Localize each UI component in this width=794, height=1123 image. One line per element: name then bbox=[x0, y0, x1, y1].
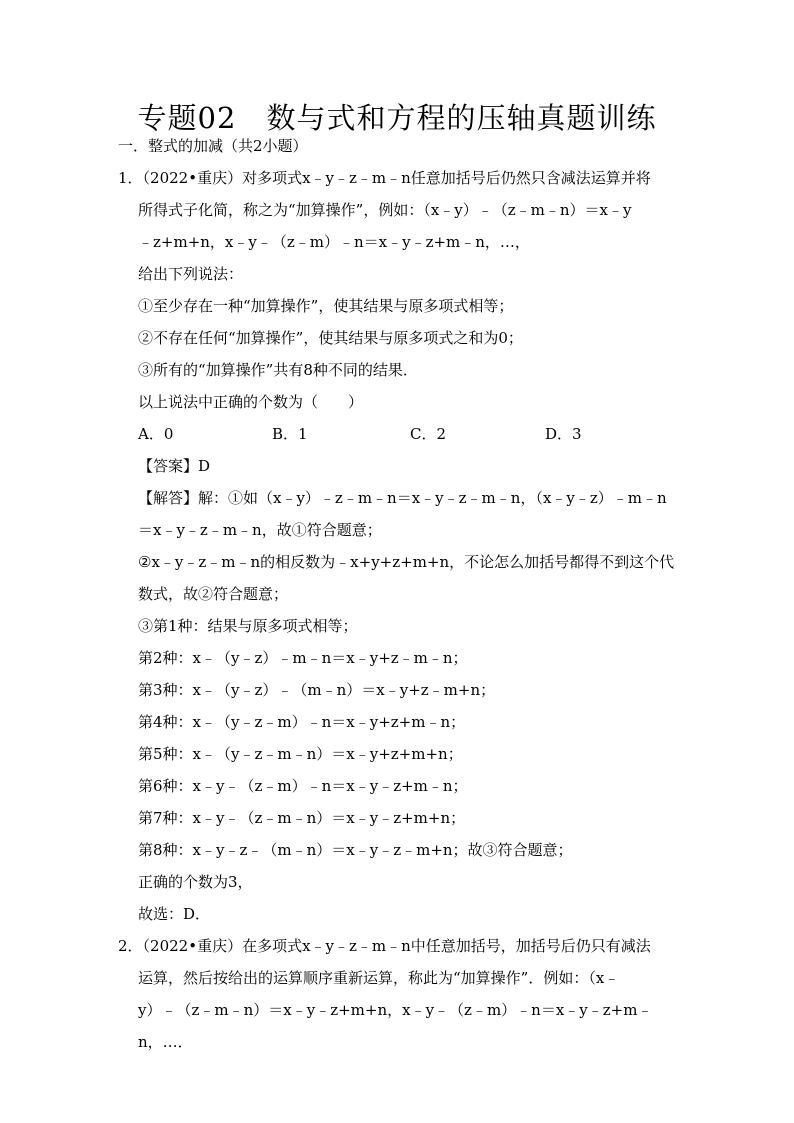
case-7: 第7种：x﹣y﹣（z﹣m﹣n）＝x﹣y﹣z+m+n； bbox=[138, 809, 466, 827]
case-6: 第6种：x﹣y﹣（z﹣m）﹣n＝x﹣y﹣z+m﹣n； bbox=[138, 777, 468, 795]
q1-question: 以上说法中正确的个数为（ ） bbox=[138, 393, 364, 411]
q1-line-3: ﹣z+m+n，x﹣y﹣（z﹣m）﹣n＝x﹣y﹣z+m﹣n，…， bbox=[138, 233, 530, 251]
option-a: A．0 bbox=[138, 425, 174, 443]
q1-line-2: 所得式子化简，称之为“加算操作”，例如：（x﹣y）﹣（z﹣m﹣n）＝x﹣y bbox=[138, 201, 632, 219]
solution-line-2: ＝x﹣y﹣z﹣m﹣n，故①符合题意； bbox=[138, 521, 382, 539]
option-d: D．3 bbox=[545, 425, 582, 443]
page-title: 专题02 数与式和方程的压轴真题训练 bbox=[137, 101, 657, 135]
q1-line-1: 1．（2022•重庆）对多项式x﹣y﹣z﹣m﹣n任意加括号后仍然只含减法运算并将 bbox=[118, 169, 651, 187]
q2-line-3: y）﹣（z﹣m﹣n）＝x﹣y﹣z+m+n，x﹣y﹣（z﹣m）﹣n＝x﹣y﹣z+m﹣ bbox=[138, 1001, 653, 1019]
q2-line-2: 运算，然后按给出的运算顺序重新运算，称此为“加算操作”．例如：（x﹣ bbox=[138, 969, 620, 987]
q1-line-4: 给出下列说法： bbox=[138, 265, 244, 283]
solution-line-5: ③第1种：结果与原多项式相等； bbox=[138, 617, 358, 635]
case-4: 第4种：x﹣（y﹣z﹣m）﹣n＝x﹣y+z+m﹣n； bbox=[138, 713, 466, 731]
option-b: B．1 bbox=[272, 425, 308, 443]
q1-statement-3: ③所有的“加算操作”共有8种不同的结果． bbox=[138, 361, 418, 379]
answer-line: 【答案】D bbox=[138, 457, 211, 475]
choice-line: 故选：D． bbox=[138, 905, 211, 923]
section-heading: 一．整式的加减（共2小题） bbox=[118, 137, 308, 155]
case-2: 第2种：x﹣（y﹣z）﹣m﹣n＝x﹣y+z﹣m﹣n； bbox=[138, 649, 468, 667]
count-line: 正确的个数为3， bbox=[138, 873, 253, 891]
case-8: 第8种：x﹣y﹣z﹣（m﹣n）＝x﹣y﹣z﹣m+n；故③符合题意； bbox=[138, 841, 573, 859]
case-5: 第5种：x﹣（y﹣z﹣m﹣n）＝x﹣y+z+m+n； bbox=[138, 745, 463, 763]
option-c: C．2 bbox=[410, 425, 447, 443]
solution-line-1: 【解答】解：①如（x﹣y）﹣z﹣m﹣n＝x﹣y﹣z﹣m﹣n，（x﹣y﹣z）﹣m﹣n bbox=[138, 489, 667, 507]
q2-line-4: n，…． bbox=[138, 1033, 193, 1051]
solution-line-4: 数式，故②符合题意； bbox=[138, 585, 289, 603]
q1-statement-2: ②不存在任何“加算操作”，使其结果与原多项式之和为0； bbox=[138, 329, 523, 347]
solution-line-3: ②x﹣y﹣z﹣m﹣n的相反数为﹣x+y+z+m+n，不论怎么加括号都得不到这个代 bbox=[138, 553, 675, 571]
case-3: 第3种：x﹣（y﹣z）﹣（m﹣n）＝x﹣y+z﹣m+n； bbox=[138, 681, 496, 699]
q2-line-1: 2．（2022•重庆）在多项式x﹣y﹣z﹣m﹣n中任意加括号，加括号后仍只有减法 bbox=[118, 937, 651, 955]
q1-statement-1: ①至少存在一种“加算操作”，使其结果与原多项式相等； bbox=[138, 297, 514, 315]
